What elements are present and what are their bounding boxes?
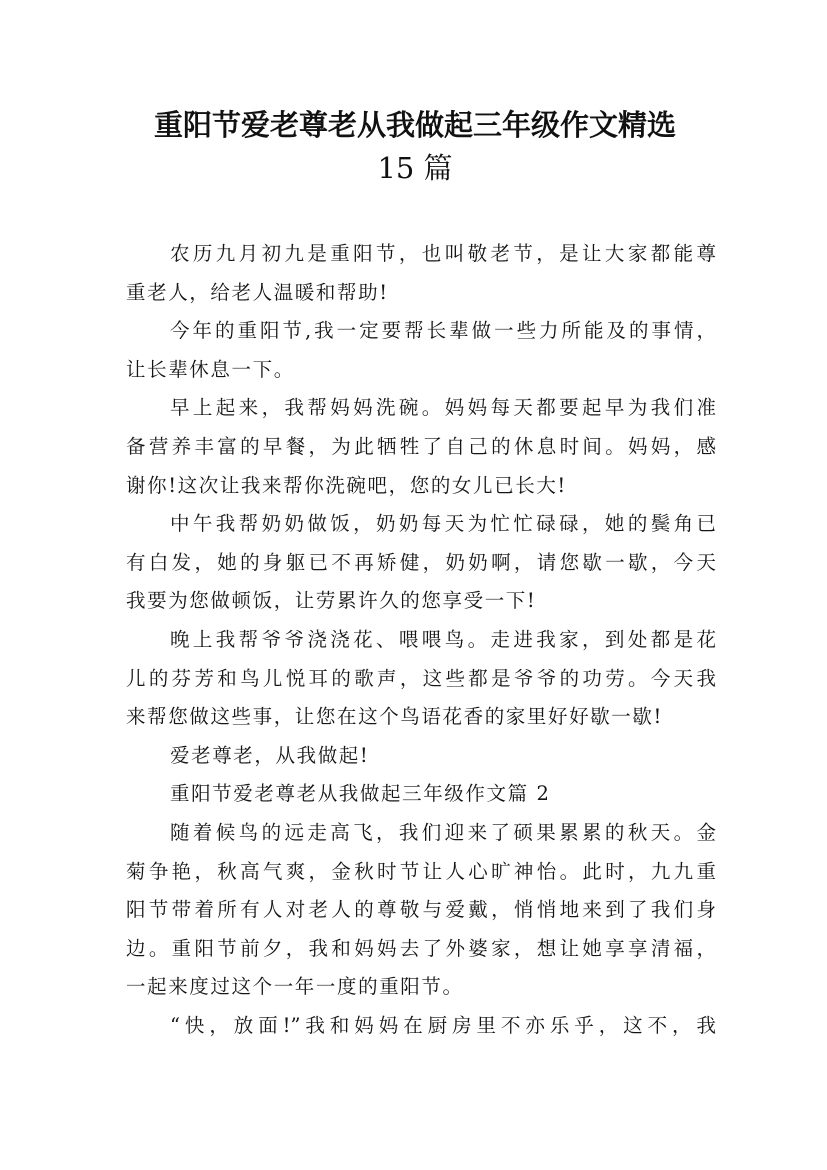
paragraph-line: 来帮您做这些事，让您在这个鸟语花香的家里好好歇一歇! <box>126 705 663 729</box>
paragraph-line: 晚上我帮爷爷浇浇花、喂喂鸟。走进我家，到处都是花 <box>170 627 716 651</box>
paragraph-line: 一起来度过这个一年一度的重阳节。 <box>126 975 464 999</box>
paragraph-line: 农历九月初九是重阳节，也叫敬老节，是让大家都能尊 <box>170 242 716 265</box>
paragraph-line: 儿的芬芳和鸟儿悦耳的歌声，这些都是爷爷的功劳。今天我 <box>126 666 716 690</box>
paragraph-line: 让长辈休息一下。 <box>126 357 295 381</box>
document-title-line-2: 15 篇 <box>377 151 453 185</box>
paragraph-line: 随着候鸟的远走高飞，我们迎来了硕果累累的秋天。金 <box>170 820 716 844</box>
paragraph-line: 有白发，她的身躯已不再矫健，奶奶啊，请您歇一歇，今天 <box>126 550 716 574</box>
paragraph-line: 阳节带着所有人对老人的尊敬与爱戴，悄悄地来到了我们身 <box>126 898 716 922</box>
paragraph-line: 今年的重阳节,我一定要帮长辈做一些力所能及的事情， <box>170 319 716 343</box>
paragraph-line: 谢你!这次让我来帮你洗碗吧，您的女儿已长大! <box>126 473 567 497</box>
paragraph-line: 爱老尊老，从我做起! <box>170 743 370 767</box>
section-heading-line: 重阳节爱老尊老从我做起三年级作文篇 2 <box>170 782 551 806</box>
paragraph-line: 备营养丰富的早餐，为此牺牲了自己的休息时间。妈妈，感 <box>126 434 716 458</box>
paragraph-line: 中午我帮奶奶做饭，奶奶每天为忙忙碌碌，她的鬓角已 <box>170 512 716 536</box>
document-title-line-1: 重阳节爱老尊老从我做起三年级作文精选 <box>153 108 676 142</box>
document-body <box>126 235 716 1045</box>
paragraph-line: 我要为您做顿饭，让劳累许久的您享受一下! <box>126 589 537 613</box>
paragraph-line: 早上起来，我帮妈妈洗碗。妈妈每天都要起早为我们准 <box>170 396 716 420</box>
paragraph-line: “快，放面!”我和妈妈在厨房里不亦乐乎，这不，我 <box>170 1013 716 1037</box>
paragraph-line: 菊争艳，秋高气爽，金秋时节让人心旷神怡。此时，九九重 <box>126 859 716 883</box>
paragraph-line: 重老人，给老人温暖和帮助! <box>126 280 389 304</box>
paragraph-line: 边。重阳节前夕，我和妈妈去了外婆家，想让她享享清福， <box>126 936 716 960</box>
